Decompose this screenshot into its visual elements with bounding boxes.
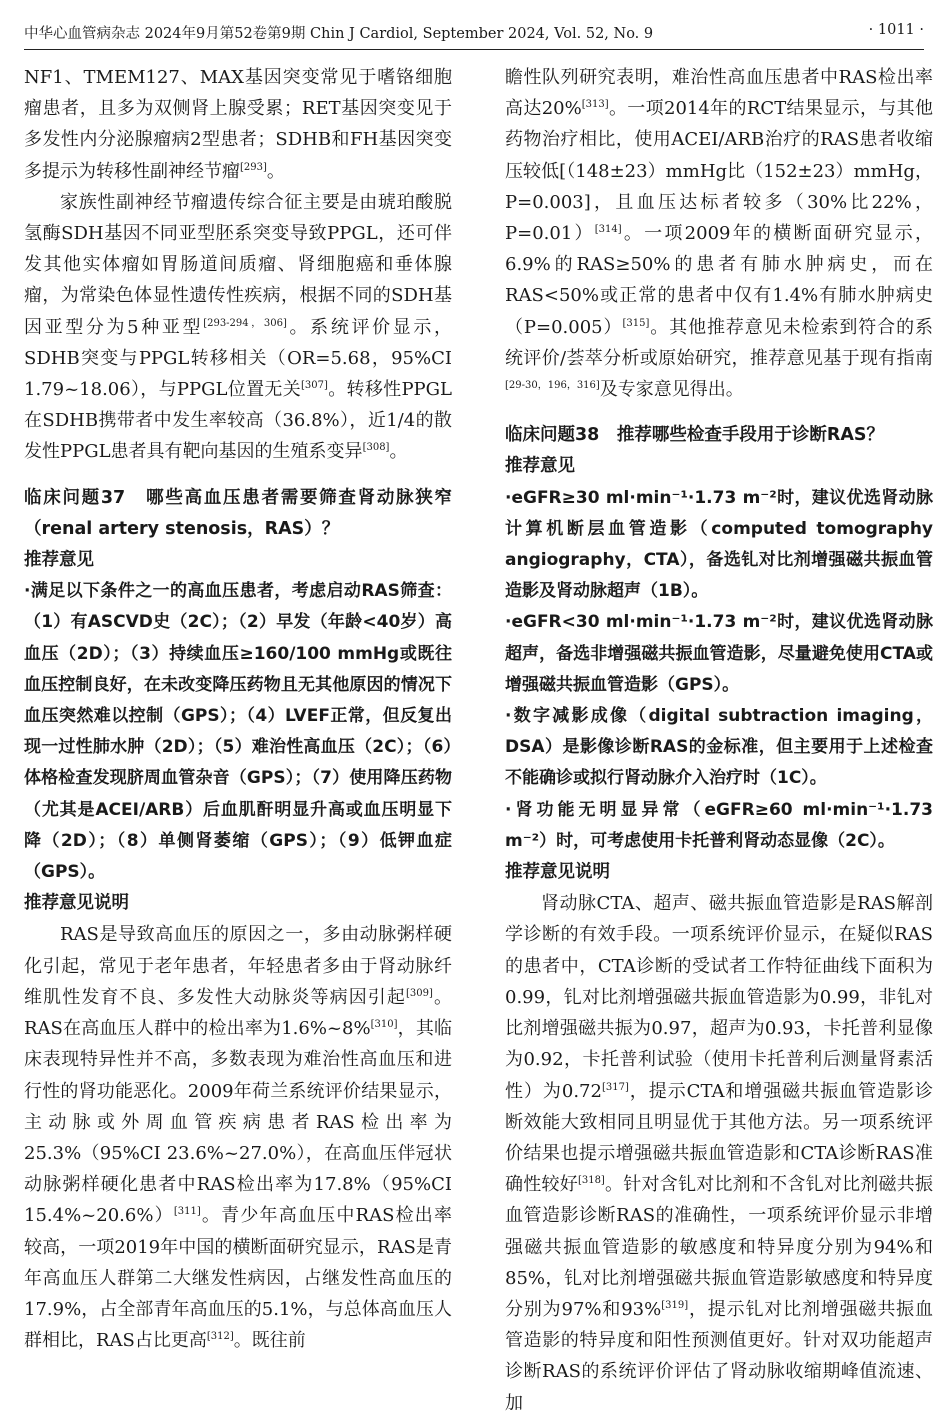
recommendation-item: ·eGFR≥30 ml·min⁻¹·1.73 m⁻²时，建议优选肾动脉计算机断层血管造影（computed tomography angiography，CTA），备选钆对比剂增强磁共振血管造影及肾动脉超声（1B）。	[505, 487, 933, 602]
running-header	[24, 18, 924, 46]
recommendation-label: 推荐意见	[505, 456, 575, 477]
paragraph: 瞻性队列研究表明，难治性高血压患者中RAS检出率高达20%[313]。一项2014年的RCT结果显示，与其他药物治疗相比，使用ACEI/ARB治疗的RAS患者收缩压较低[（148±23）mmHg比（152±23）mmHg，P=0.003]，且血压达标者较多（30%比22%，P=0.01）[314]。一项2009年的横断面研究显示，6.9%的RAS≥50%的患者有肺水肿病史，而在RAS<50%或正常的患者中仅有1.4%有肺水肿病史（P=0.005）[315]。其他推荐意见未检索到符合的系统评价/荟萃分析或原始研究，推荐意见基于现有指南[29-30，196，316]及专家意见得出。	[505, 67, 934, 401]
recommendation-item: ·eGFR<30 ml·min⁻¹·1.73 m⁻²时，建议优选肾动脉超声，备选非增强磁共振血管造影，尽量避免使用CTA或增强磁共振血管造影（GPS）。	[505, 612, 933, 695]
right-column	[505, 62, 933, 1419]
explanation-label: 推荐意见说明	[505, 862, 610, 883]
header-rule	[24, 49, 924, 50]
paragraph: RAS是导致高血压的原因之一，多由动脉粥样硬化引起，常见于老年患者，年轻患者多由于肾动脉纤维肌性发育不良、多发性大动脉炎等病因引起[309]。RAS在高血压人群中的检出率为1.6%~8%[310]，其临床表现特异性并不高，多数表现为难治性高血压和进行性的肾功能恶化。2009年荷兰系统评价结果显示，主动脉或外周血管疾病患者RAS检出率为25.3%（95%CI 23.6%~27.0%），在高血压伴冠状动脉粥样硬化患者中RAS检出率为17.8%（95%CI 15.4%~20.6%）[311]。青少年高血压中RAS检出率较高，一项2019年中国的横断面研究显示，RAS是青年高血压人群第二大继发性病因，占继发性高血压的17.9%，占全部青年高血压的5.1%，与总体高血压人群相比，RAS占比更高[312]。既往前	[24, 924, 453, 1352]
citation-ref: [315]	[622, 317, 650, 329]
citation-ref: [314]	[594, 224, 622, 236]
citation-ref: [307]	[301, 380, 328, 392]
recommendation-label: 推荐意见	[24, 550, 94, 571]
citation-ref: [319]	[661, 1299, 689, 1311]
citation-ref: [308]	[362, 442, 390, 454]
citation-ref: [310]	[370, 1019, 398, 1031]
citation-ref: [293]	[240, 161, 267, 173]
section-heading-q37: 临床问题37 哪些高血压患者需要筛查肾动脉狭窄（renal artery stenosis，RAS）？	[24, 487, 452, 539]
citation-ref: [309]	[406, 987, 433, 999]
recommendation-item: ·肾功能无明显异常（eGFR≥60 ml·min⁻¹·1.73 m⁻²）时，可考虑使用卡托普利肾动态显像（2C）。	[505, 799, 933, 851]
citation-ref: [313]	[581, 99, 609, 111]
citation-ref: [318]	[577, 1175, 605, 1187]
citation-ref: [311]	[173, 1206, 201, 1218]
explanation-label: 推荐意见说明	[24, 893, 129, 914]
paragraph: 肾动脉CTA、超声、磁共振血管造影是RAS解剖学诊断的有效手段。一项系统评价显示，在疑似RAS的患者中，CTA诊断的受试者工作特征曲线下面积为0.99，钆对比剂增强磁共振血管造影为0.99，非钆对比剂增强磁共振为0.97，超声为0.93，卡托普利显像为0.92，卡托普利试验（使用卡托普利后测量肾素活性）为0.72[317]，提示CTA和增强磁共振血管造影诊断效能大致相同且明显优于其他方法。另一项系统评价结果也提示增强磁共振血管造影和CTA诊断RAS准确性较好[318]。针对含钆对比剂和不含钆对比剂磁共振血管造影诊断RAS的准确性，一项系统评价显示非增强磁共振血管造影的敏感度和特异度分别为94%和85%，钆对比剂增强磁共振血管造影敏感度和特异度分别为97%和93%[319]，提示钆对比剂增强磁共振血管造影的特异度和阳性预测值更好。针对双功能超声诊断RAS的系统评价评估了肾动脉收缩期峰值流速、加	[505, 893, 934, 1414]
page-number: · 1011 ·	[868, 22, 924, 38]
recommendation-text: ·满足以下条件之一的高血压患者，考虑启动RAS筛查：（1）有ASCVD史（2C）；（2）早发（年龄<40岁）高血压（2D）；（3）持续血压≥160/100 mmHg或既往血压控制良好，在未改变降压药物且无其他原因的情况下血压突然难以控制（GPS）；（4）LVEF正常，但反复出现一过性肺水肿（2D）；（5）难治性高血压（2C）；（6）体格检查发现脐周血管杂音（GPS）；（7）使用降压药物（尤其是ACEI/ARB）后血肌酐明显升高或血压明显下降（2D）；（8）单侧肾萎缩（GPS）；（9）低钾血症（GPS）。	[24, 581, 452, 883]
paragraph: NF1、TMEM127、MAX基因突变常见于嗜铬细胞瘤患者，且多为双侧肾上腺受累；RET基因突变见于多发性内分泌腺瘤病2型患者；SDHB和FH基因突变多提示为转移性副神经节瘤[293]。	[24, 67, 452, 182]
recommendation-item: ·数字减影成像（digital subtraction imaging，DSA）是影像诊断RAS的金标准，但主要用于上述检查不能确诊或拟行肾动脉介入治疗时（1C）。	[505, 706, 933, 789]
citation-ref: [312]	[206, 1331, 234, 1343]
paragraph: 家族性副神经节瘤遗传综合征主要是由琥珀酸脱氢酶SDH基因不同亚型胚系突变导致PPGL，还可伴发其他实体瘤如胃肠道间质瘤、肾细胞癌和垂体腺瘤，为常染色体显性遗传性疾病，根据不同的SDH基因亚型分为5种亚型[293-294，306]。系统评价显示，SDHB突变与PPGL转移相关（OR=5.68，95%CI 1.79~18.06），与PPGL位置无关[307]。转移性PPGL在SDHB携带者中发生率较高（36.8%），近1/4的散发性PPGL患者具有靶向基因的生殖系变异[308]。	[24, 191, 452, 463]
citation-ref: [317]	[601, 1081, 629, 1093]
citation-ref: [29-30，196，316]	[505, 380, 600, 392]
citation-ref: [293-294，306]	[203, 317, 287, 329]
journal-citation: 中华心血管病杂志 2024年9月第52卷第9期 Chin J Cardiol, September 2024, Vol. 52, No. 9	[24, 26, 654, 42]
section-heading-q38: 临床问题38 推荐哪些检查手段用于诊断RAS？	[505, 425, 884, 446]
left-column	[24, 62, 452, 1356]
